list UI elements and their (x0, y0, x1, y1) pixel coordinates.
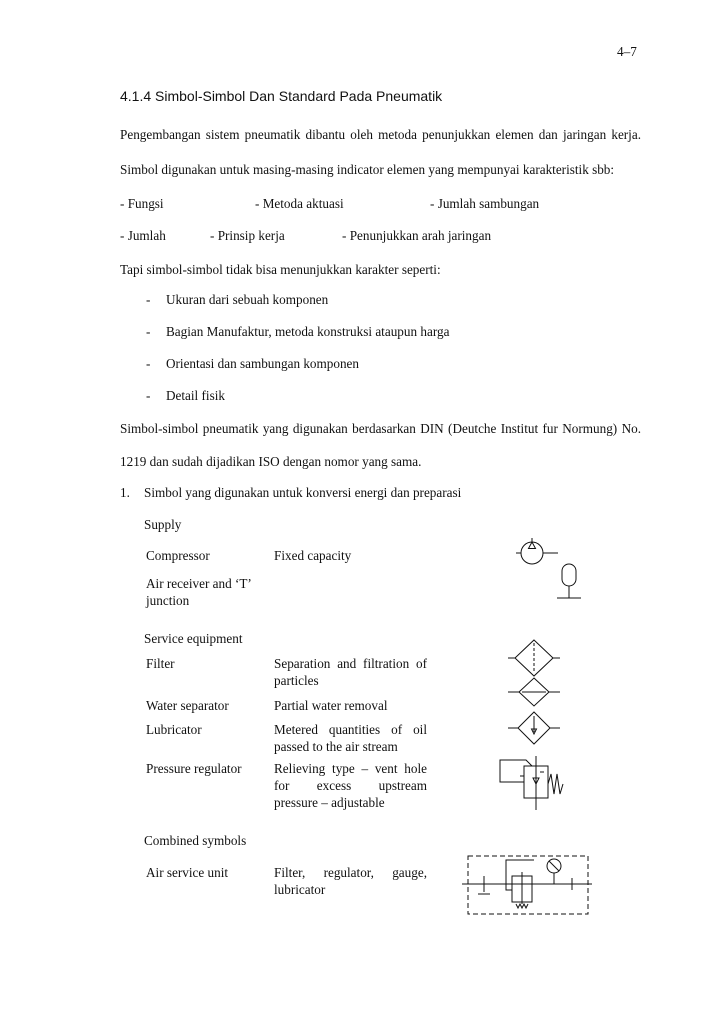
bullet-marker: - (146, 324, 151, 339)
paragraph-4-line-2: 1219 dan sudah dijadikan ISO dengan nomor yang sama. (120, 454, 422, 469)
bullet-item: Detail fisik (166, 388, 225, 403)
bullet-item: Bagian Manufaktur, metoda konstruksi ataupun harga (166, 324, 450, 339)
service-desc-lubricator-1: Metered quantities of oil (274, 722, 427, 737)
char-jumlah: - Jumlah (120, 228, 166, 243)
paragraph-4-line-1: Simbol-simbol pneumatik yang digunakan berdasarkan DIN (Deutche Institut fur Normung) No. (120, 421, 641, 436)
service-name-water-separator: Water separator (146, 698, 229, 713)
service-name-lubricator: Lubricator (146, 722, 202, 737)
air-service-unit-desc-1: Filter, regulator, gauge, (274, 865, 427, 880)
service-desc-regulator-2: for excess upstream (274, 778, 427, 793)
compressor-name: Compressor (146, 548, 210, 563)
filter-icon (508, 638, 560, 678)
bullet-marker: - (146, 292, 151, 307)
air-service-unit-icon (462, 852, 592, 918)
receiver-name-line-1: Air receiver and ‘T’ (146, 576, 252, 591)
paragraph-1: Pengembangan sistem pneumatik dibantu oleh metoda penunjukkan elemen dan jaringan kerja. (120, 127, 641, 142)
bullet-item: Ukuran dari sebuah komponen (166, 292, 329, 307)
service-name-pressure-regulator: Pressure regulator (146, 761, 242, 776)
char-metoda-aktuasi: - Metoda aktuasi (255, 196, 344, 211)
supply-heading: Supply (144, 517, 182, 532)
compressor-desc: Fixed capacity (274, 548, 352, 563)
list-number: 1. (120, 485, 130, 500)
char-fungsi: - Fungsi (120, 196, 164, 211)
char-jumlah-sambungan: - Jumlah sambungan (430, 196, 540, 211)
bullet-marker: - (146, 356, 151, 371)
combined-heading: Combined symbols (144, 833, 247, 848)
paragraph-2: Simbol digunakan untuk masing-masing indicator elemen yang mempunyai karakteristik sbb: (120, 162, 615, 177)
paragraph-3: Tapi simbol-simbol tidak bisa menunjukkan karakter seperti: (120, 262, 441, 277)
bullet-marker: - (146, 388, 151, 403)
receiver-name-line-2: junction (146, 593, 190, 608)
service-desc-water-separator: Partial water removal (274, 698, 388, 713)
air-receiver-icon (552, 558, 588, 604)
service-desc-regulator-1: Relieving type – vent hole (274, 761, 427, 776)
air-service-unit-desc-2: lubricator (274, 882, 326, 897)
service-name-filter: Filter (146, 656, 175, 671)
service-desc-filter-2: particles (274, 673, 319, 688)
service-desc-regulator-3: pressure – adjustable (274, 795, 385, 810)
bullet-item: Orientasi dan sambungan komponen (166, 356, 360, 371)
lubricator-icon (508, 710, 560, 746)
char-prinsip-kerja: - Prinsip kerja (210, 228, 285, 243)
air-service-unit-name: Air service unit (146, 865, 229, 880)
service-desc-filter-1: Separation and filtration of (274, 656, 427, 671)
list-item-text: Simbol yang digunakan untuk konversi energi dan preparasi (144, 485, 462, 500)
char-penunjukkan-arah: - Penunjukkan arah jaringan (342, 228, 492, 243)
water-separator-icon (508, 676, 560, 708)
service-heading: Service equipment (144, 631, 243, 646)
pressure-regulator-icon (496, 752, 568, 812)
page-number: 4–7 (617, 44, 637, 59)
section-title: 4.1.4 Simbol-Simbol Dan Standard Pada Pneumatik (120, 88, 443, 104)
service-desc-lubricator-2: passed to the air stream (274, 739, 398, 754)
